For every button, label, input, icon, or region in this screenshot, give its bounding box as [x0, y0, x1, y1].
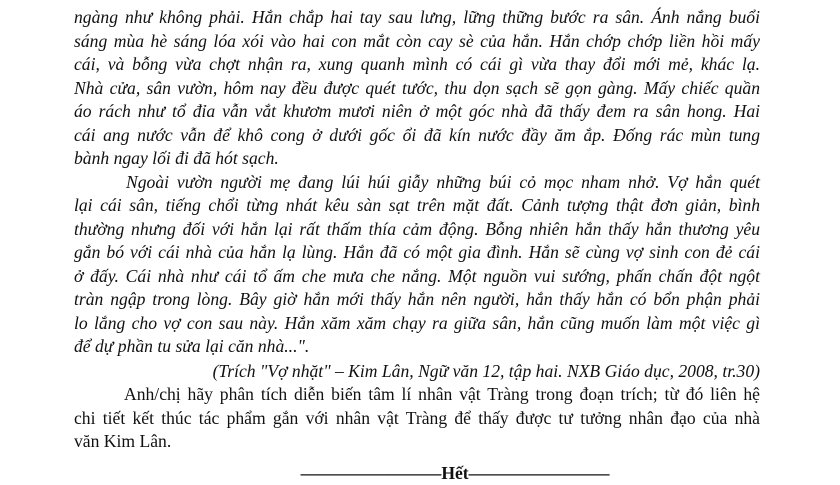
excerpt-line: lo lắng cho vợ con sau này. Hắn xăm xăm chạy ra giữa sân, hắn cũng muốn làm một việc gì [74, 312, 760, 336]
excerpt-line: ngàng như không phải. Hắn chắp hai tay sau lưng, lững thững bước ra sân. Ánh nắng buổi [74, 6, 760, 30]
question-paragraph [74, 383, 760, 454]
excerpt-line: tràn ngập trong lòng. Bây giờ hắn mới thấy hắn nên người, hắn thấy hắn có bổn phận phải [74, 288, 760, 312]
excerpt-line: để dự phần tu sửa lại căn nhà...". [74, 335, 760, 359]
excerpt-line: sáng mùa hè sáng lóa xói vào hai con mắt còn cay sè của hắn. Hắn chớp chớp liền hồi mấy [74, 30, 760, 54]
question-line: chi tiết kết thúc tác phẩm gắn với nhân vật Tràng để thấy được tư tưởng nhân đạo của nhà [74, 407, 760, 431]
end-marker: ————————Hết———————— [74, 462, 760, 485]
excerpt-line: cái ang nước vẫn để khô cong ở dưới gốc ổi đã kín nước đầy ăm ắp. Đống rác mùn tung [74, 124, 760, 148]
excerpt-paragraph-2 [74, 171, 760, 359]
question-line: Anh/chị hãy phân tích diễn biến tâm lí nhân vật Tràng trong đoạn trích; từ đó liên hệ [74, 383, 760, 407]
excerpt-line: Nhà cửa, sân vườn, hôm nay đều được quét tước, thu dọn sạch sẽ gọn gàng. Mấy chiếc quần [74, 77, 760, 101]
excerpt-line: thường nhưng đối với hắn lại rất thấm thía cảm động. Bỗng nhiên hắn thấy hắn thương yêu [74, 218, 760, 242]
excerpt-source: (Trích "Vợ nhặt" – Kim Lân, Ngữ văn 12, tập hai. NXB Giáo dục, 2008, tr.30) [74, 360, 760, 384]
excerpt-line: bành ngay lối đi đã hót sạch. [74, 147, 760, 171]
question-line: văn Kim Lân. [74, 430, 760, 454]
excerpt-paragraph-1 [74, 6, 760, 171]
exam-page [74, 6, 760, 485]
excerpt-line: Ngoài vườn người mẹ đang lúi húi giẫy những búi cỏ mọc nham nhở. Vợ hắn quét [74, 171, 760, 195]
excerpt-line: gắn bó với cái nhà của hắn lạ lùng. Hắn đã có một gia đình. Hắn sẽ cùng vợ sinh con đẻ cái [74, 241, 760, 265]
excerpt-line: ở đấy. Cái nhà như cái tổ ấm che mưa che nắng. Một nguồn vui sướng, phấn chấn đột ngột [74, 265, 760, 289]
excerpt-line: lại cái sân, tiếng chổi từng nhát kêu sàn sạt trên mặt đất. Cảnh tượng thật đơn giản, bình [74, 194, 760, 218]
excerpt-line: cái, và bỗng vừa chợt nhận ra, xung quanh mình có cái gì vừa thay đổi mới mẻ, khác lạ. [74, 53, 760, 77]
excerpt-line: áo rách như tổ đỉa vẫn vắt khươm mươi niên ở một góc nhà đã thấy đem ra sân hong. Hai [74, 100, 760, 124]
